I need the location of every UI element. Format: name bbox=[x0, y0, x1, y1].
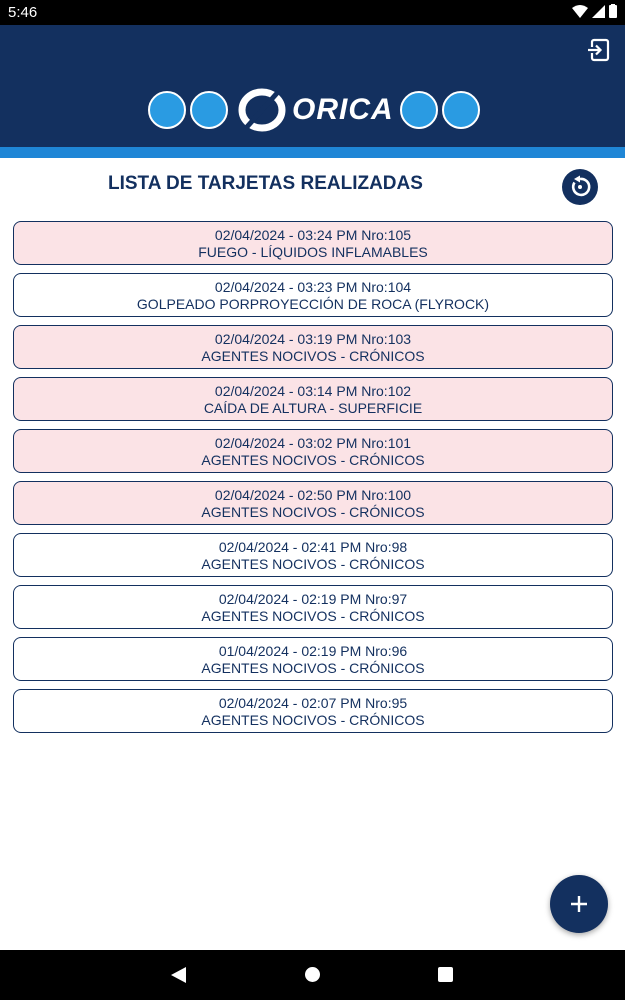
card-category: AGENTES NOCIVOS - CRÓNICOS bbox=[201, 712, 425, 728]
safety-badge-icon bbox=[442, 91, 480, 129]
wifi-icon bbox=[572, 5, 588, 18]
card-item[interactable] bbox=[13, 585, 613, 629]
card-date-number: 02/04/2024 - 03:23 PM Nro:104 bbox=[214, 279, 412, 295]
logout-icon[interactable] bbox=[585, 37, 611, 63]
system-nav-bar bbox=[0, 950, 625, 1000]
refresh-button[interactable] bbox=[562, 169, 598, 205]
status-time: 5:46 bbox=[8, 4, 38, 21]
home-icon[interactable] bbox=[305, 967, 320, 982]
card-item[interactable] bbox=[13, 637, 613, 681]
app-header bbox=[0, 25, 625, 147]
card-item[interactable] bbox=[13, 377, 613, 421]
card-date-number: 02/04/2024 - 02:50 PM Nro:100 bbox=[214, 487, 412, 503]
signal-icon bbox=[592, 5, 605, 18]
safety-badge-icon bbox=[148, 91, 186, 129]
header-accent-strip bbox=[0, 147, 625, 158]
card-item[interactable] bbox=[13, 533, 613, 577]
card-category: AGENTES NOCIVOS - CRÓNICOS bbox=[201, 608, 425, 624]
card-category: AGENTES NOCIVOS - CRÓNICOS bbox=[201, 660, 425, 676]
battery-icon bbox=[609, 4, 617, 18]
orica-logo bbox=[148, 75, 484, 145]
status-bar bbox=[0, 0, 625, 25]
plus-icon bbox=[570, 895, 588, 913]
add-card-button[interactable] bbox=[550, 875, 608, 933]
card-category: AGENTES NOCIVOS - CRÓNICOS bbox=[201, 452, 425, 468]
card-item[interactable] bbox=[13, 325, 613, 369]
status-icons bbox=[572, 4, 617, 18]
card-list bbox=[13, 221, 613, 741]
card-item[interactable] bbox=[13, 689, 613, 733]
card-category: AGENTES NOCIVOS - CRÓNICOS bbox=[201, 348, 425, 364]
card-category: AGENTES NOCIVOS - CRÓNICOS bbox=[201, 504, 425, 520]
logo-text: ORICA bbox=[292, 93, 394, 126]
card-item[interactable] bbox=[13, 273, 613, 317]
safety-badge-icon bbox=[190, 91, 228, 129]
card-date-number: 02/04/2024 - 02:07 PM Nro:95 bbox=[218, 695, 408, 711]
card-date-number: 02/04/2024 - 03:24 PM Nro:105 bbox=[214, 227, 412, 243]
recent-apps-icon[interactable] bbox=[438, 967, 453, 982]
card-item[interactable] bbox=[13, 481, 613, 525]
page-title: LISTA DE TARJETAS REALIZADAS bbox=[108, 173, 423, 194]
card-date-number: 02/04/2024 - 02:41 PM Nro:98 bbox=[218, 539, 408, 555]
card-category: FUEGO - LÍQUIDOS INFLAMABLES bbox=[198, 244, 428, 260]
card-category: CAÍDA DE ALTURA - SUPERFICIE bbox=[203, 400, 423, 416]
card-date-number: 01/04/2024 - 02:19 PM Nro:96 bbox=[218, 643, 408, 659]
card-item[interactable] bbox=[13, 429, 613, 473]
card-date-number: 02/04/2024 - 03:02 PM Nro:101 bbox=[214, 435, 412, 451]
back-icon[interactable] bbox=[171, 967, 186, 983]
safety-badge-icon bbox=[400, 91, 438, 129]
card-date-number: 02/04/2024 - 02:19 PM Nro:97 bbox=[218, 591, 408, 607]
card-date-number: 02/04/2024 - 03:14 PM Nro:102 bbox=[214, 383, 412, 399]
card-category: AGENTES NOCIVOS - CRÓNICOS bbox=[201, 556, 425, 572]
card-item[interactable] bbox=[13, 221, 613, 265]
card-date-number: 02/04/2024 - 03:19 PM Nro:103 bbox=[214, 331, 412, 347]
refresh-icon bbox=[568, 175, 592, 199]
card-category: GOLPEADO PORPROYECCIÓN DE ROCA (FLYROCK) bbox=[136, 296, 490, 312]
orica-mark-icon bbox=[236, 84, 288, 136]
